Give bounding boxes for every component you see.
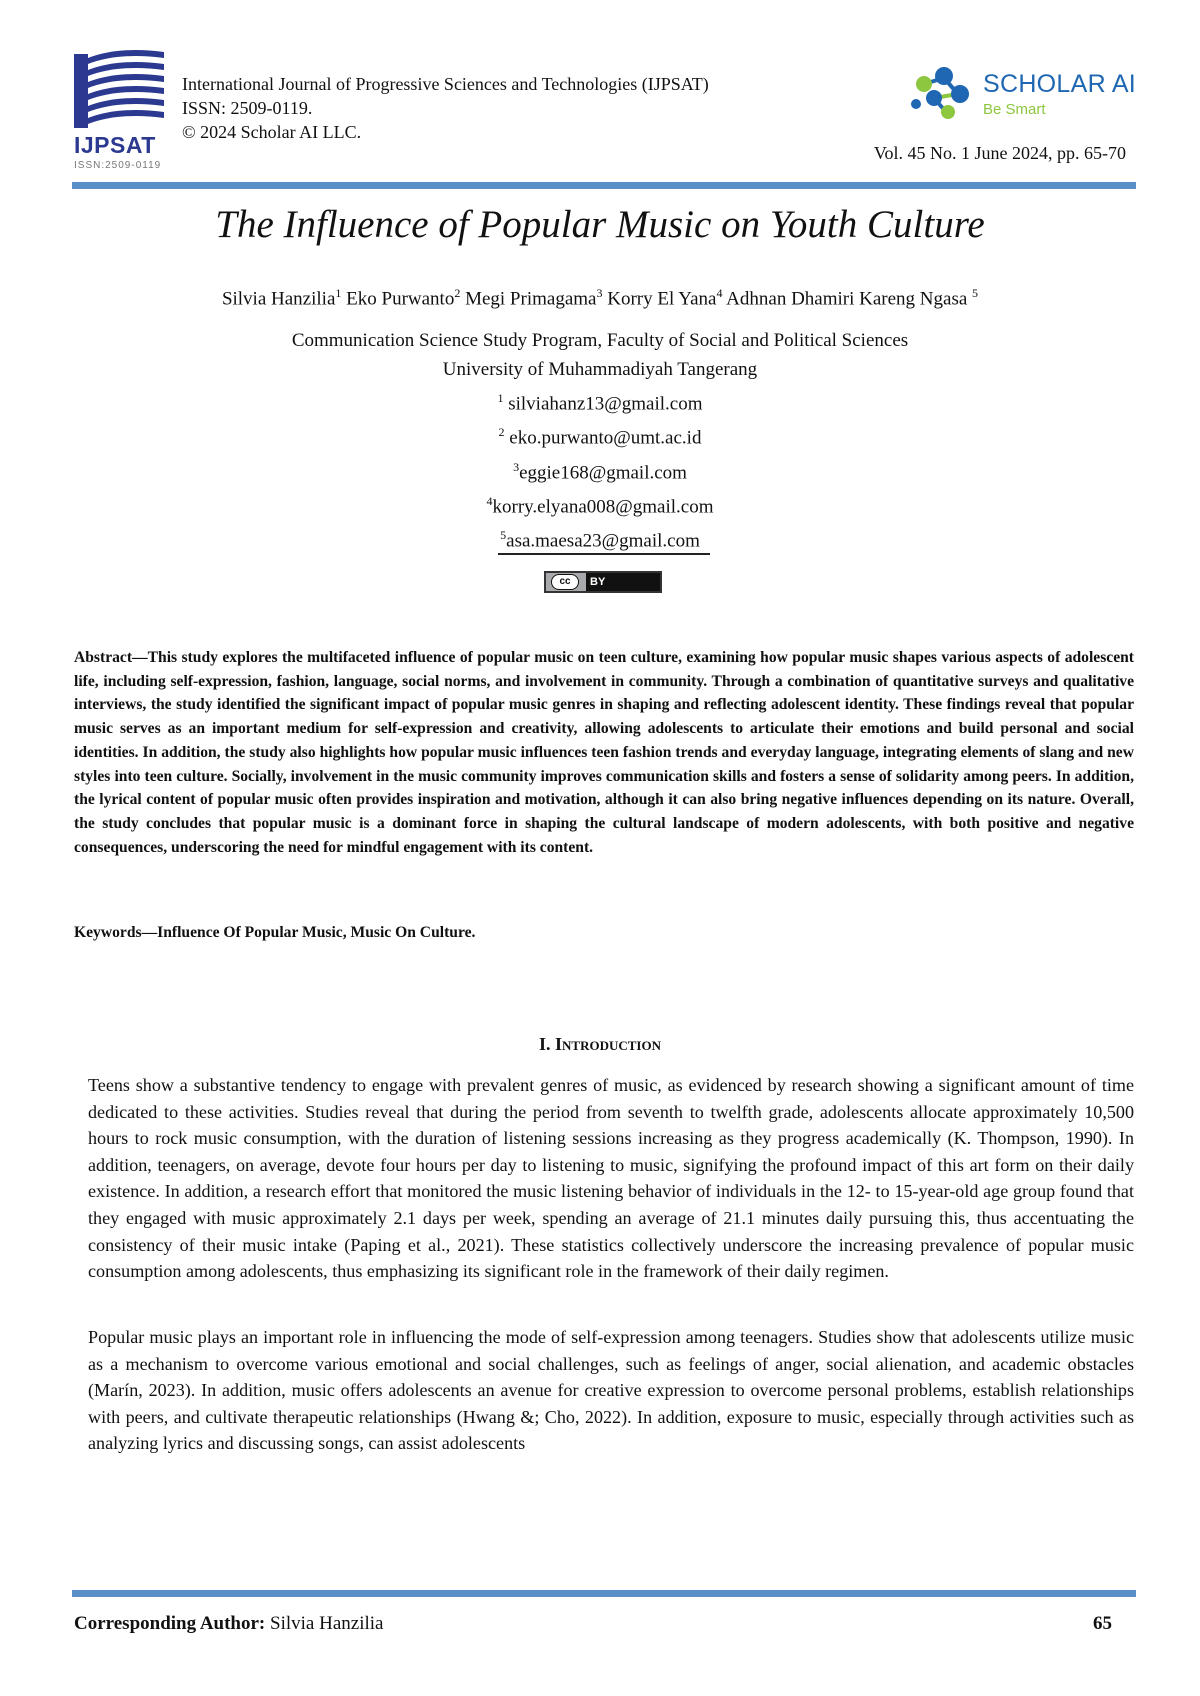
affiliation-university: University of Muhammadiyah Tangerang bbox=[442, 359, 758, 380]
cc-by-license-badge[interactable] bbox=[544, 571, 662, 593]
email-line bbox=[0, 521, 1200, 555]
section-number: I. bbox=[539, 1034, 551, 1054]
author-name: Silvia Hanzilia bbox=[221, 288, 336, 310]
email-address[interactable]: korry.elyana008@gmail.com bbox=[492, 496, 714, 518]
section-heading bbox=[0, 1034, 1200, 1055]
copyright-line: © 2024 Scholar AI LLC. bbox=[182, 122, 362, 142]
footer-divider bbox=[72, 1590, 1136, 1597]
publisher-tagline: Be Smart bbox=[983, 101, 1046, 118]
book-icon bbox=[74, 46, 174, 132]
separator-rule bbox=[498, 553, 710, 555]
email-sup: 3 bbox=[513, 459, 520, 474]
author-sup: 2 bbox=[454, 286, 461, 300]
logo-issn: ISSN:2509-0119 bbox=[74, 160, 162, 171]
journal-name: International Journal of Progressive Sciences and Technologies (IJPSAT) bbox=[182, 74, 709, 94]
email-sup: 2 bbox=[498, 425, 505, 440]
author-name: Korry El Yana bbox=[607, 288, 717, 310]
email-address[interactable]: eko.purwanto@umt.ac.id bbox=[509, 427, 702, 449]
author-sup: 3 bbox=[596, 286, 603, 300]
email-line bbox=[0, 418, 1200, 452]
keywords: Keywords—Influence Of Popular Music, Music On Culture. bbox=[74, 924, 476, 941]
affiliation-program: Communication Science Study Program, Faculty of Social and Political Sciences bbox=[291, 330, 909, 351]
author-sup: 4 bbox=[716, 286, 723, 300]
header-divider bbox=[72, 182, 1136, 189]
journal-issn: ISSN: 2509-0119. bbox=[182, 98, 313, 118]
cc-icon: cc bbox=[551, 574, 579, 590]
author-sup: 1 bbox=[335, 286, 342, 300]
email-address[interactable]: eggie168@gmail.com bbox=[519, 461, 687, 483]
corresponding-author bbox=[74, 1613, 383, 1635]
logo-acronym: IJPSAT bbox=[74, 132, 156, 158]
author-name: Eko Purwanto bbox=[346, 288, 455, 310]
email-line bbox=[0, 487, 1200, 521]
email-line bbox=[0, 453, 1200, 487]
corresponding-name: Silvia Hanzilia bbox=[270, 1613, 384, 1634]
scholar-ai-logo bbox=[910, 64, 1140, 124]
email-sup: 4 bbox=[486, 493, 493, 508]
page-number: 65 bbox=[1093, 1613, 1112, 1634]
body-paragraph: Teens show a substantive tendency to engage with prevalent genres of music, as evidenced by research showing a significant amount of time dedicated to these activities. Studies reveal that during the period from seventh to twelfth grade, adolescents allocate approximately 10,500 hours to rock music consumption, with the duration of listening sessions increasing as they progress academically (K. Thompson, 1990). In addition, teenagers, on average, devote four hours per day to listening to music, signifying the profound impact of this art form on their daily existence. In addition, a research effort that monitored the music listening behavior of individuals in the 12- to 15-year-old age group found that they engaged with music approximately 2.1 days per week, spending an average of 21.1 minutes daily pursuing this, thus accentuating the consistency of their music intake (Paping et al., 2021). These statistics collectively underscore the increasing prevalence of popular music consumption among adolescents, thus emphasizing its significant role in the framework of their daily regimen. bbox=[88, 1075, 1134, 1282]
by-label: BY bbox=[590, 576, 606, 588]
email-address[interactable]: silviahanz13@gmail.com bbox=[508, 393, 703, 415]
paper-title: The Influence of Popular Music on Youth Culture bbox=[215, 203, 985, 246]
affiliation-block bbox=[0, 326, 1200, 556]
author-list bbox=[0, 286, 1200, 310]
body-paragraph: Popular music plays an important role in influencing the mode of self-expression among teenagers. Studies show that adolescents utilize music as a mechanism to overcome various emotional and social challenges, such as feelings of anger, social alienation, and academic obstacles (Marín, 2023). In addition, music offers adolescents an avenue for creative expression to overcome personal problems, establish relationships with peers, and cultivate therapeutic relationships (Hwang &; Cho, 2022). In addition, exposure to music, especially through activities such as analyzing lyrics and discussing songs, can assist adolescents bbox=[88, 1327, 1134, 1454]
publisher-name: SCHOLAR AI bbox=[983, 70, 1137, 98]
email-address[interactable]: asa.maesa23@gmail.com bbox=[506, 530, 700, 552]
author-sup: 5 bbox=[972, 286, 979, 300]
email-sup: 5 bbox=[500, 528, 507, 543]
section-title: Introduction bbox=[555, 1034, 661, 1054]
author-name: Adhnan Dhamiri Kareng Ngasa bbox=[726, 288, 968, 310]
email-sup: 1 bbox=[497, 391, 504, 405]
volume-info: Vol. 45 No. 1 June 2024, pp. 65-70 bbox=[873, 143, 1126, 163]
author-name: Megi Primagama bbox=[465, 288, 597, 310]
ijpsat-logo bbox=[74, 46, 174, 176]
email-line bbox=[0, 384, 1200, 418]
molecule-icon bbox=[910, 64, 976, 120]
abstract: Abstract—This study explores the multifaceted influence of popular music on teen culture, examining how popular music shapes various aspects of adolescent life, including self-expression, fashion, language, social norms, and involvement in community. Through a combination of quantitative surveys and qualitative interviews, the study identified the significant impact of popular music genres in shaping and reflecting adolescent identity. These findings reveal that popular music serves as an important medium for self-expression and creativity, allowing adolescents to articulate their emotions and build personal and social identities. In addition, the study also highlights how popular music influences teen fashion trends and everyday language, integrating elements of slang and new styles into teen culture. Socially, involvement in the music community improves communication skills and fosters a sense of solidarity among peers. In addition, the lyrical content of popular music often provides inspiration and motivation, although it can also bring negative influences depending on its nature. Overall, the study concludes that popular music is a dominant force in shaping the cultural landscape of modern adolescents, with both positive and negative consequences, underscoring the need for mindful engagement with its content. bbox=[74, 649, 1134, 856]
journal-info bbox=[182, 72, 709, 144]
corresponding-label: Corresponding Author: bbox=[74, 1613, 266, 1634]
